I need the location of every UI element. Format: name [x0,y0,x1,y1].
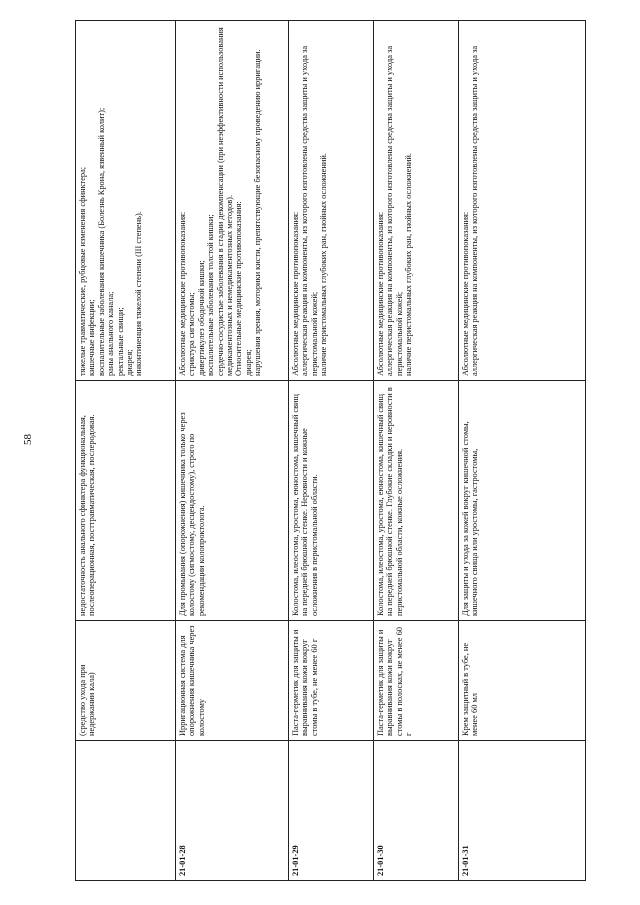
contraindication-line: Относительные медицинские противопоказания: [234,201,244,376]
table-row [374,21,459,881]
item-purpose: Колостома, илеостома, уростома, еюностома, кишечный свищ на передней брюшной стенке. Неровности и кожные осложнения в перистомальной области. [289,381,374,621]
contraindication-line: тяжелые травматические, рубцовые изменения сфинктера; [78,166,87,376]
item-name: Паста-герметик для защиты и выравнивания кожи вокруг стомы в полосках, не менее 60 г [374,621,459,741]
item-name: Паста-герметик для защиты и выравнивания кожи вокруг стомы в тубе, не менее 60 г [289,621,374,741]
contraindication-line: кишечные инфекции; [87,299,97,376]
table-row [459,21,586,881]
contraindication-line: раны анального канала; [106,291,116,376]
contraindication-line: Абсолютные медицинские противопоказания: [376,211,385,376]
table-row [176,21,289,881]
item-code [76,741,176,881]
contraindication-line: Абсолютные медицинские противопоказания: [178,211,187,376]
contraindication-line: дивертикулез ободочной кишки; [196,260,206,376]
item-contraindications [76,21,176,381]
item-purpose: недостаточность анального сфинктера функциональная, послеоперационная, посттравматическая, послеродовая. [76,381,176,621]
contraindication-line: диарея; [125,349,135,376]
contraindication-line: Абсолютные медицинские противопоказания: [291,211,300,376]
contraindication-line: наличие перистомальных глубоких ран, гнойных осложнений. [404,153,414,376]
item-contraindications [374,21,459,381]
item-purpose: Для защиты и ухода за кожей вокруг кишечной стомы, кишечного свища или уростомы, гастростомы, [459,381,586,621]
contraindication-line: воспалительные заболевания толстой кишки; [206,214,216,376]
item-code: 21-01-30 [374,741,459,881]
contraindication-line: наличие перистомальных глубоких ран, гнойных осложнений. [319,153,329,376]
item-purpose: Для промывания (опорожнения) кишечника только через колостому (сигмостому, десцендостому), строго по рекомендации колопроктолога. [176,381,289,621]
item-name: Крем защитный в тубе, не менее 60 мл [459,621,586,741]
contraindication-line: нарушения зрения, моторики кисти, препятствующие безопасному проведению ирригации. [253,49,263,376]
item-code: 21-01-31 [459,741,586,881]
contraindication-line: диарея; [243,349,253,376]
item-code: 21-01-29 [289,741,374,881]
device-table [75,20,586,881]
rotated-table-page [75,21,585,881]
item-purpose: Колостома, илеостома, уростома, еюностома, кишечный свищ на передней брюшной стенке. Глубокие складки и неровности в перистомальной области, кожные осложнения. [374,381,459,621]
contraindication-line: инконтиненция тяжелой степени (III степень). [134,211,144,376]
item-code: 21-01-28 [176,741,289,881]
table-row [76,21,176,881]
item-name: (средство ухода при недержании кала) [76,621,176,741]
contraindication-line: воспалительные заболевания кишечника (Болезнь Крона, язвенный колит); [96,107,106,376]
contraindication-line: стриктура сигмостомы; [187,292,197,376]
item-name: Ирригационная система для опорожнения кишечника через колостому [176,621,289,741]
table-row [289,21,374,881]
item-contraindications [289,21,374,381]
contraindication-line: аллергическая реакция на компоненты, из которого изготовлены средства защиты и ухода за перистомальной кожей; [300,45,319,376]
item-contraindications [459,21,586,381]
contraindication-line: сердечно-сосудистые заболевания в стадии декомпенсации (при неэффективности использования медикаментозных и немедикаментозных методов). [215,27,235,376]
contraindication-line: аллергическая реакция на компоненты, из которого изготовлены средства защиты и ухода за [470,45,480,376]
contraindication-line: Абсолютные медицинские противопоказания: [461,211,470,376]
contraindication-line: аллергическая реакция на компоненты, из которого изготовлены средства защиты и ухода за перистомальной кожей; [385,45,404,376]
contraindication-line: ректальные свищи; [115,307,125,376]
item-contraindications [176,21,289,381]
page-number: 58 [22,434,34,445]
